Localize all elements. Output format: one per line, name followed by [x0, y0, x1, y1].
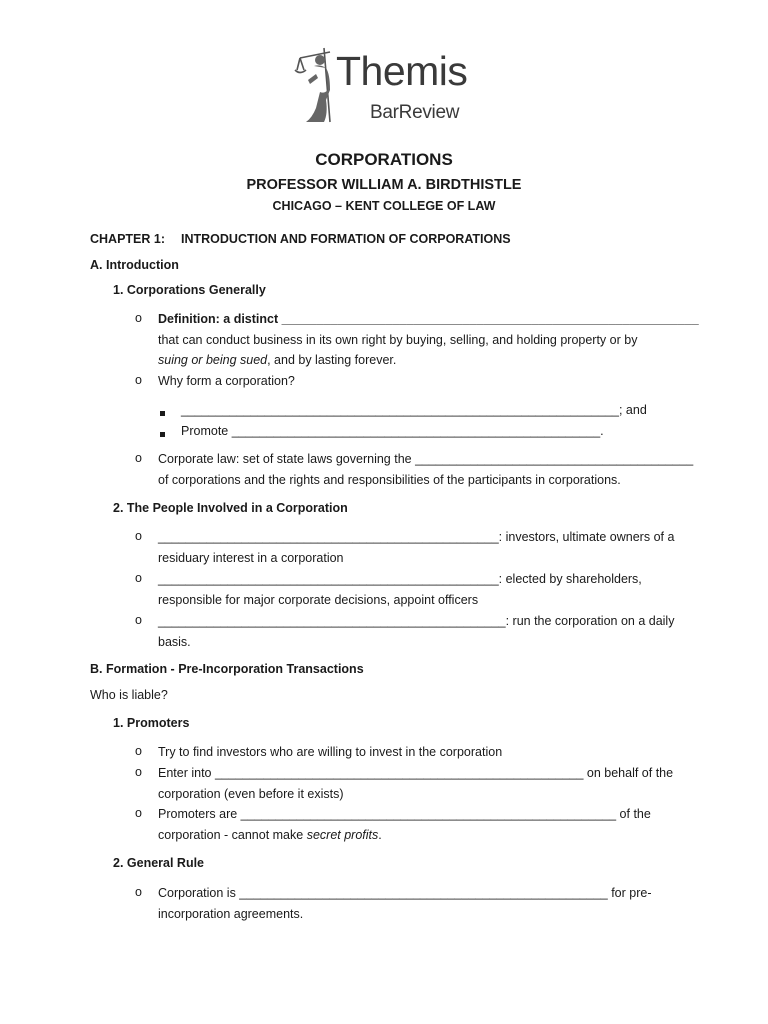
why-form-corporation: Why form a corporation? — [158, 374, 295, 388]
section-a-heading: A. Introduction — [90, 258, 179, 272]
themis-logo — [294, 42, 474, 128]
definition-line-1: Definition: a distinct ____________________________________________________________ — [158, 312, 699, 326]
circle-bullet: o — [135, 451, 142, 465]
professor-name: PROFESSOR WILLIAM A. BIRDTHISTLE — [246, 177, 522, 193]
corporations-generally-heading: 1. Corporations Generally — [113, 283, 266, 297]
promoters-bullet-1: Try to find investors who are willing to invest in the corporation — [158, 745, 503, 759]
definition-line-3-rest: , and by lasting forever. — [267, 353, 397, 367]
general-rule-line-2: incorporation agreements. — [158, 907, 304, 921]
chapter-title: INTRODUCTION AND FORMATION OF CORPORATIONS — [181, 232, 511, 246]
people-involved-heading: 2. The People Involved in a Corporation — [113, 501, 348, 515]
who-is-liable: Who is liable? — [90, 688, 168, 702]
circle-bullet: o — [135, 529, 142, 543]
promoters-bullet-3-line-1: Promoters are ______________________________________________________ of the — [158, 807, 651, 821]
promoters-heading: 1. Promoters — [113, 716, 190, 730]
circle-bullet: o — [135, 571, 142, 585]
general-rule-heading: 2. General Rule — [113, 856, 205, 870]
period: . — [378, 828, 382, 842]
chapter-label: CHAPTER 1: — [90, 232, 166, 246]
shareholders-line-2: residuary interest in a corporation — [158, 551, 344, 565]
directors-line-1: _________________________________________________: elected by shareholders, — [158, 572, 642, 586]
directors-line-2: responsible for major corporate decisions, appoint officers — [158, 593, 479, 607]
promoters-bullet-2-line-1: Enter into _____________________________________________________ on behalf of the — [158, 766, 674, 780]
circle-bullet: o — [135, 765, 142, 779]
school-name: CHICAGO – KENT COLLEGE OF LAW — [272, 199, 496, 213]
logo-wordmark: Themis — [336, 48, 468, 94]
general-rule-line-1: Corporation is _____________________________________________________ for pre- — [158, 886, 652, 900]
why-blank-1: _______________________________________________________________; and — [181, 403, 647, 417]
corporate-law-line-2: of corporations and the rights and responsibilities of the participants in corporations. — [158, 473, 621, 487]
definition-line-3 — [158, 353, 396, 367]
square-bullet — [160, 426, 165, 440]
corporation-cannot-make: corporation - cannot make — [158, 828, 307, 842]
circle-bullet: o — [135, 311, 142, 325]
justice-figure-icon — [294, 44, 342, 124]
section-b-heading: B. Formation - Pre-Incorporation Transactions — [90, 662, 364, 676]
circle-bullet: o — [135, 806, 142, 820]
why-blank-2: Promote _____________________________________________________. — [181, 424, 604, 438]
promoters-bullet-3-line-2 — [158, 828, 382, 842]
secret-profits-italic: secret profits — [306, 828, 379, 842]
corporate-law-line-1: Corporate law: set of state laws governing the ________________________________________ — [158, 452, 694, 466]
officers-line-2: basis. — [158, 635, 191, 649]
suing-italic: suing or being sued — [158, 353, 268, 367]
circle-bullet: o — [135, 744, 142, 758]
circle-bullet: o — [135, 373, 142, 387]
document-title: CORPORATIONS — [315, 150, 453, 169]
shareholders-line-1: _________________________________________________: investors, ultimate owners of a — [158, 530, 675, 544]
promoters-bullet-2-line-2: corporation (even before it exists) — [158, 787, 344, 801]
logo-subtitle: BarReview — [370, 102, 460, 123]
definition-line-2: that can conduct business in its own right by buying, selling, and holding property or by — [158, 333, 638, 347]
circle-bullet: o — [135, 885, 142, 899]
circle-bullet: o — [135, 613, 142, 627]
officers-line-1: __________________________________________________: run the corporation on a daily — [158, 614, 675, 628]
square-bullet — [160, 405, 165, 419]
